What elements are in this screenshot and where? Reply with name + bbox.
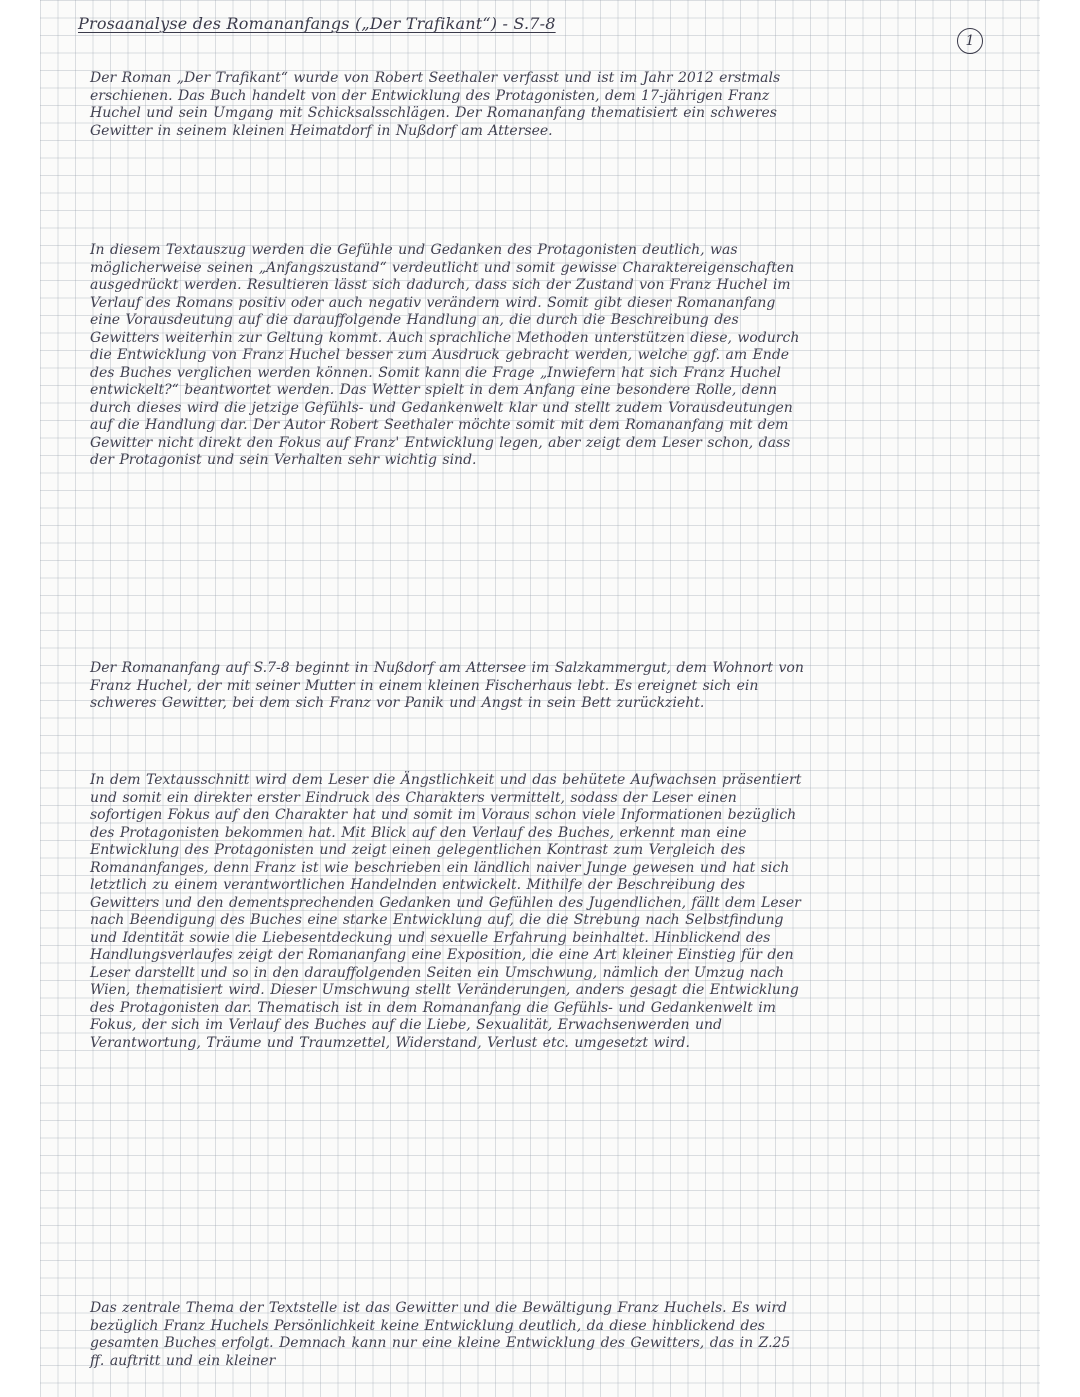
paragraph-character-development: In dem Textausschnitt wird dem Leser die Ängstlichkeit und das behütete Aufwachsen präsentiert und somit ein direkter erster Eindruck des Charakters vermittelt, sodass der Leser einen sofortigen Fokus auf den Charakter hat und somit im Voraus schon viele Informationen bezüglich des Protagonisten bekommen hat. Mit Blick auf den Verlauf des Buches, erkennt man eine Entwicklung des Protagonisten und zeigt einen gelegentlichen Kontrast zum Vergleich des Romananfanges, denn Franz ist wie beschrieben ein ländlich naiver Junge gewesen und hat sich letztlich zu einem verantwortlichen Handelnden entwickelt. Mithilfe der Beschreibung des Gewitters und den dementsprechenden Gedanken und Gefühlen des Jugendlichen, fällt dem Leser nach Beendigung des Buches eine starke Entwicklung auf, die die Strebung nach Selbstfindung und Identität sowie die Liebesentdeckung und sexuelle Erfahrung beinhaltet. Hinblickend des Handlungsverlaufes zeigt der Romananfang eine Exposition, die eine Art kleiner Einstieg für den Leser darstellt und so in den darauffolgenden Seiten ein Umschwung, nämlich der Umzug nach Wien, thematisiert wird. Dieser Umschwung stellt Veränderungen, anders gesagt die Entwicklung des Protagonisten dar. Thematisch ist in dem Romananfang die Gefühls- und Gedankenwelt im Fokus, der sich im Verlauf des Buches auf die Liebe, Sexualität, Erwachsenwerden und Verantwortung, Träume und Traumzettel, Widerstand, Verlust etc. umgesetzt wird. xyxy=(90,772,802,1051)
paragraph-overview: In diesem Textauszug werden die Gefühle und Gedanken des Protagonisten deutlich, was möglicherweise seinen „Anfangszustand“ verdeutlicht und somit gewisse Charaktereigenschaften ausgedrückt werden. Resultieren lässt sich dadurch, dass sich der Zustand von Franz Huchel im Verlauf des Romans positiv oder auch negativ verändern wird. Somit gibt dieser Romananfang eine Vorausdeutung auf die darauffolgende Handlung an, die durch die Beschreibung des Gewitters weiterhin zur Geltung kommt. Auch sprachliche Methoden unterstützen diese, wodurch die Entwicklung von Franz Huchel besser zum Ausdruck gebracht werden, welche ggf. am Ende des Buches verglichen werden können. Somit kann die Frage „Inwiefern hat sich Franz Huchel entwickelt?“ beantwortet werden. Das Wetter spielt in dem Anfang eine besondere Rolle, denn durch dieses wird die jetzige Gefühls- und Gedankenwelt klar und stellt zudem Vorausdeutungen auf die Handlung dar. Der Autor Robert Seethaler möchte somit mit dem Romananfang mit dem Gewitter nicht direkt den Fokus auf Franz' Entwicklung legen, aber zeigt dem Leser schon, dass der Protagonist und sein Verhalten sehr wichtig sind. xyxy=(90,242,800,468)
page-number-circle: 1 xyxy=(957,28,983,54)
paragraph-introduction: Der Roman „Der Trafikant“ wurde von Robert Seethaler verfasst und ist im Jahr 2012 erstmals erschienen. Das Buch handelt von der Entwicklung des Protagonisten, dem 17-jährigen Franz Huchel und sein Umgang mit Schicksalsschlägen. Der Romananfang thematisiert ein schweres Gewitter in seinem kleinen Heimatdorf in Nußdorf am Attersee. xyxy=(90,70,781,139)
paragraph-setting: Der Romananfang auf S.7-8 beginnt in Nußdorf am Attersee im Salzkammergut, dem Wohnort von Franz Huchel, der mit seiner Mutter in einem kleinen Fischerhaus lebt. Es ereignet sich ein schweres Gewitter, bei dem sich Franz vor Panik und Angst in sein Bett zurückzieht. xyxy=(90,660,804,711)
paragraph-central-theme: Das zentrale Thema der Textstelle ist das Gewitter und die Bewältigung Franz Huchels. Es wird bezüglich Franz Huchels Persönlichkeit keine Entwicklung deutlich, da diese hinblickend des gesamten Buches erfolgt. Demnach kann nur eine kleine Entwicklung des Gewitters, das in Z.25 ff. auftritt und ein kleiner xyxy=(90,1300,791,1369)
notebook-page xyxy=(40,0,1040,1397)
page-title: Prosaanalyse des Romananfangs („Der Trafikant“) - S.7-8 xyxy=(78,14,556,33)
